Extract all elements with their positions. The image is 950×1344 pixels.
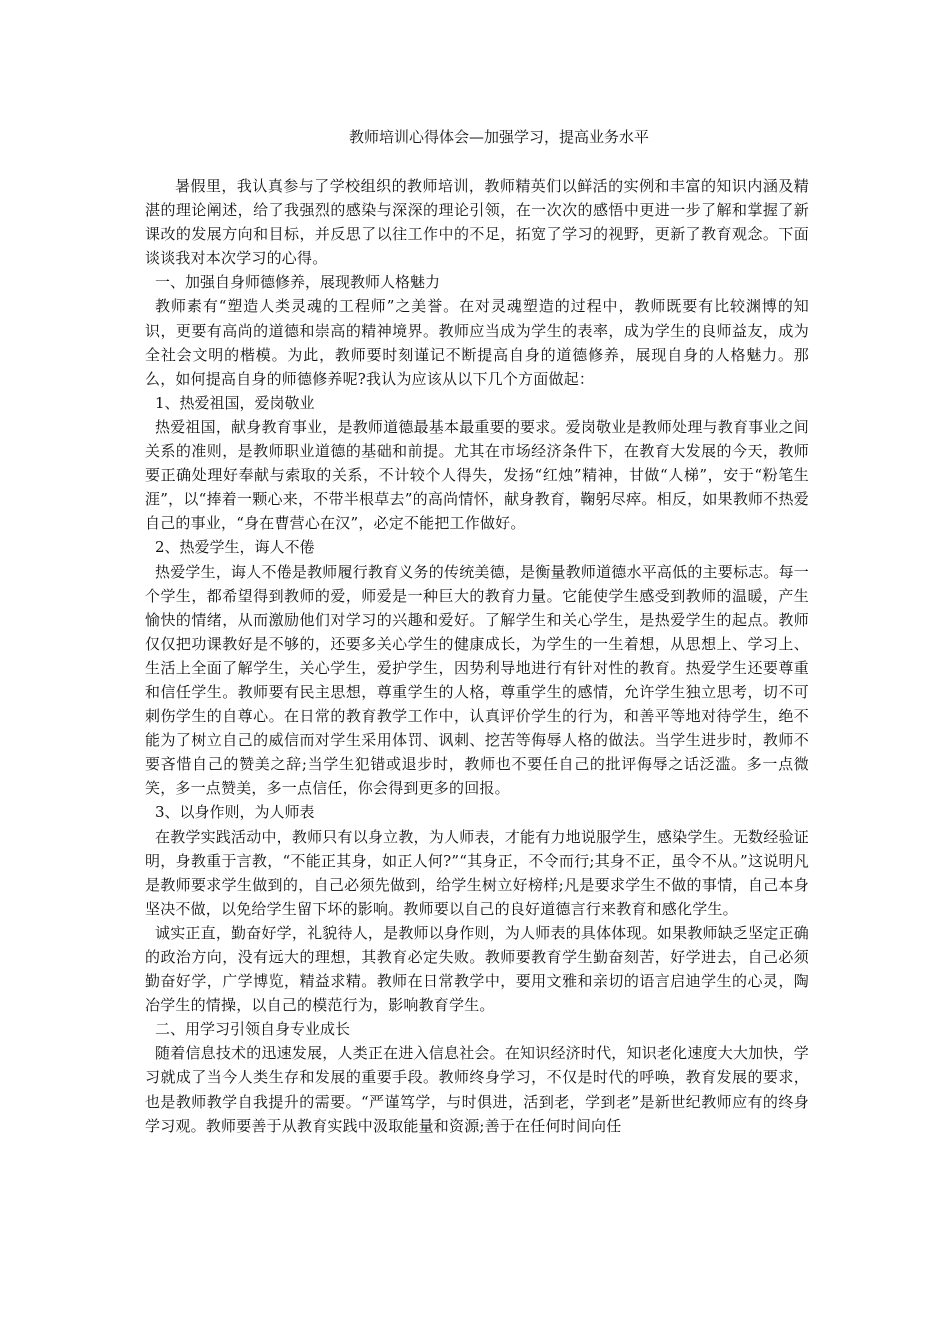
section-heading-1: 一、加强自身师德修养，展现教师人格魅力 bbox=[155, 273, 441, 292]
intro-paragraph: 暑假里，我认真参与了学校组织的教师培训，教师精英们以鲜活的实例和丰富的知识内涵及精湛的理论阐述，给了我强烈的感染与深深的理论引领，在一次次的感悟中更进一步了解和掌握了新课改的发展方向和目标，并反思了以往工作中的不足，拓宽了学习的视野，更新了教育观念。下面谈谈我对本次学习的心得。 bbox=[145, 177, 809, 268]
section-heading-2: 二、用学习引领自身专业成长 bbox=[155, 1020, 351, 1039]
document-page bbox=[145, 124, 809, 1138]
section-2-paragraph: 随着信息技术的迅速发展，人类正在进入信息社会。在知识经济时代，知识老化速度大大加快，学习就成了当今人类生存和发展的重要手段。教师终身学习，不仅是时代的呼唤，教育发展的要求，也是教师教学自我提升的需要。“严谨笃学，与时俱进，活到老，学到老”是新世纪教师应有的终身学习观。教师要善于从教育实践中汲取能量和资源;善于在任何时间向任 bbox=[145, 1044, 809, 1135]
document-title: 教师培训心得体会—加强学习，提高业务水平 bbox=[349, 128, 650, 146]
subsection-1-3-paragraph-b: 诚实正直，勤奋好学，礼貌待人，是教师以身作则，为人师表的具体体现。如果教师缺乏坚定正确的政治方向，没有远大的理想，其教育必定失败。教师要教育学生勤奋刻苦，好学进去，自己必须勤奋好学，广学博览，精益求精。教师在日常教学中，要用文雅和亲切的语言启迪学生的心灵，陶冶学生的情操，以自己的模范行为，影响教育学生。 bbox=[145, 923, 809, 1015]
section-1-paragraph: 教师素有“塑造人类灵魂的工程师”之美誉。在对灵魂塑造的过程中，教师既要有比较渊博的知识，更要有高尚的道德和崇高的精神境界。教师应当成为学生的表率，成为学生的良师益友，成为全社会文明的楷模。为此，教师要时刻谨记不断提高自身的道德修养，展现自身的人格魅力。那么，如何提高自身的师德修养呢?我认为应该从以下几个方面做起： bbox=[145, 297, 809, 388]
subsection-1-1-paragraph: 热爱祖国，献身教育事业，是教师道德最基本最重要的要求。爱岗敬业是教师处理与教育事业之间关系的准则，是教师职业道德的基础和前提。尤其在市场经济条件下，在教育大发展的今天，教师要正确处理好奉献与索取的关系，不计较个人得失，发扬“红烛”精神，甘做“人梯”，安于“粉笔生涯”，以“捧着一颗心来，不带半根草去”的高尚情怀，献身教育，鞠躬尽瘁。相反，如果教师不热爱自己的事业，“身在曹营心在汉”，必定不能把工作做好。 bbox=[145, 417, 809, 533]
subheading-1-2: 2、热爱学生，诲人不倦 bbox=[155, 538, 315, 557]
subheading-1-1: 1、热爱祖国，爱岗敬业 bbox=[155, 393, 315, 412]
subsection-1-3-paragraph-a: 在教学实践活动中，教师只有以身立教，为人师表，才能有力地说服学生，感染学生。无数经验证明，身教重于言教，“不能正其身，如正人何?”“其身正，不令而行;其身不正，虽令不从。”这说明凡是教师要求学生做到的，自己必须先做到，给学生树立好榜样;凡是要求学生不做的事情，自己本身坚决不做，以免给学生留下坏的影响。教师要以自己的良好道德言行来教育和感化学生。 bbox=[145, 827, 809, 918]
subheading-1-3: 3、以身作则，为人师表 bbox=[155, 803, 315, 822]
subsection-1-2-paragraph: 热爱学生，诲人不倦是教师履行教育义务的传统美德，是衡量教师道德水平高低的主要标志。每一个学生，都希望得到教师的爱，师爱是一种巨大的教育力量。它能使学生感受到教师的温暖，产生愉快的情绪，从而激励他们对学习的兴趣和爱好。了解学生和关心学生，是热爱学生的起点。教师仅仅把功课教好是不够的，还要多关心学生的健康成长，为学生的一生着想，从思想上、学习上、生活上全面了解学生，关心学生，爱护学生，因势利导地进行有针对性的教育。热爱学生还要尊重和信任学生。教师要有民主思想，尊重学生的人格，尊重学生的感情，允许学生独立思考，切不可刺伤学生的自尊心。在日常的教育教学工作中，认真评价学生的行为，和善平等地对待学生，绝不能为了树立自己的威信而对学生采用体罚、讽刺、挖苦等侮辱人格的做法。当学生进步时，教师不要吝惜自己的赞美之辞;当学生犯错或退步时，教师也不要任自己的批评侮辱之话泛滥。多一点微笑，多一点赞美，多一点信任，你会得到更多的回报。 bbox=[145, 562, 809, 798]
